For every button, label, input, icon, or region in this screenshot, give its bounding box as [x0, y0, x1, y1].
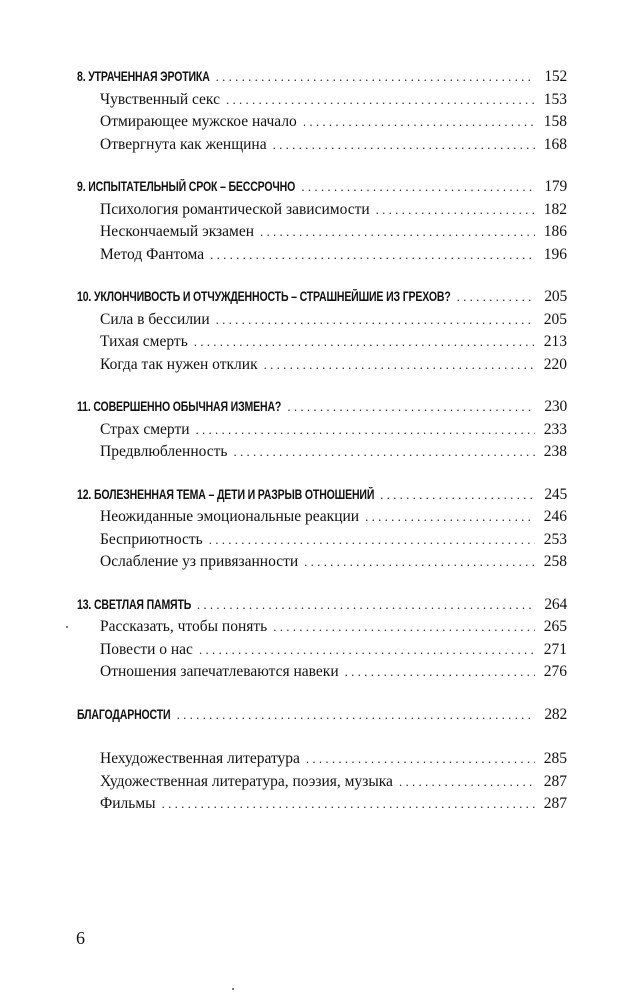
page-reference: 287 [543, 772, 567, 790]
dot-leader [303, 111, 535, 134]
page-reference: 282 [544, 705, 567, 723]
section-title: Нехудожественная литература [100, 750, 300, 767]
section-title: Страх смерти [100, 420, 190, 438]
toc-section [77, 529, 567, 552]
dot-leader [399, 771, 535, 794]
toc-bibliography-item [77, 748, 567, 771]
section-title: Бесприютность [100, 530, 203, 548]
section-title: Метод Фантома [100, 245, 205, 263]
section-title: Ослабление уз привязанности [100, 553, 299, 570]
toc-bibliography-item [77, 771, 567, 794]
page-reference: 245 [544, 485, 567, 503]
page-reference: 265 [543, 618, 567, 635]
chapter-group [77, 484, 567, 574]
dot-leader [199, 639, 535, 662]
section-title: Предвлюбленность [100, 443, 228, 460]
toc-section [77, 551, 567, 574]
section-title: Психология романтической зависимости [100, 200, 370, 218]
acknowledgements-group [77, 704, 567, 727]
section-title: Отвергнута как женщина [100, 135, 267, 153]
toc-section [77, 506, 567, 529]
page-reference: 168 [543, 135, 567, 153]
dot-leader [216, 66, 535, 89]
page-reference: 238 [543, 443, 567, 460]
toc-chapter [77, 396, 567, 419]
page-reference: 287 [543, 795, 567, 812]
dot-leader [197, 594, 535, 617]
toc-section [77, 661, 567, 684]
page-reference: 205 [543, 310, 567, 328]
section-title: Сила в бессилии [100, 310, 210, 328]
toc-chapter [77, 286, 567, 309]
chapter-group [77, 66, 567, 156]
toc-section [77, 354, 567, 377]
toc-chapter [77, 594, 567, 617]
dot-leader [376, 199, 535, 222]
chapter-title: 10. УКЛОНЧИВОСТЬ И ОТЧУЖДЕННОСТЬ – СТРАШНЕЙШИЕ ИЗ ГРЕХОВ? [77, 289, 451, 304]
page-number: 6 [76, 928, 85, 948]
section-title: Отмирающее мужское начало [100, 113, 297, 130]
dot-leader [273, 134, 535, 157]
section-title: Когда так нужен отклик [100, 355, 258, 373]
dot-leader [226, 89, 535, 112]
page-reference: 152 [544, 68, 567, 85]
toc-chapter [77, 66, 567, 89]
toc-section [77, 309, 567, 332]
chapter-group [77, 594, 567, 684]
section-title: Чувственный секс [100, 90, 220, 108]
toc-section [77, 419, 567, 442]
page-reference: 205 [544, 288, 567, 305]
chapter-title: 12. БОЛЕЗНЕННАЯ ТЕМА – ДЕТИ И РАЗРЫВ ОТНОШЕНИЙ [77, 486, 375, 502]
page-reference: 271 [543, 640, 567, 658]
dot-leader [216, 309, 535, 332]
bibliography-group [77, 748, 567, 816]
toc-section [77, 244, 567, 267]
dot-leader [457, 286, 535, 309]
toc-bibliography-item [77, 793, 567, 816]
page-reference: 186 [543, 223, 567, 240]
section-title: Тихая смерть [100, 333, 188, 350]
dot-leader [234, 441, 536, 464]
chapter-group [77, 396, 567, 464]
chapter-title: 13. СВЕТЛАЯ ПАМЯТЬ [77, 596, 192, 612]
dot-leader [264, 354, 535, 377]
page-reference: 258 [543, 553, 567, 570]
toc-section [77, 221, 567, 244]
section-title: Нескончаемый экзамен [100, 223, 255, 240]
dot-leader [380, 484, 535, 507]
toc-acknowledgements [77, 704, 567, 727]
page-reference: 182 [543, 200, 567, 218]
toc-section [77, 616, 567, 639]
toc-section [77, 111, 567, 134]
toc-chapter [77, 176, 567, 199]
chapter-title: БЛАГОДАРНОСТИ [77, 706, 171, 722]
page-reference: 253 [543, 530, 567, 548]
dot-leader [177, 704, 535, 727]
toc-section [77, 639, 567, 662]
page-reference: 285 [543, 750, 567, 767]
chapter-group [77, 286, 567, 376]
page-reference: 179 [544, 178, 567, 195]
section-title: Художественная литература, поэзия, музыка [100, 772, 393, 790]
toc-chapter [77, 484, 567, 507]
page-reference: 264 [544, 595, 567, 613]
page-reference: 153 [543, 90, 567, 108]
page-reference: 230 [544, 398, 567, 415]
dot-leader [162, 793, 535, 816]
dot-leader [287, 396, 535, 419]
section-title: Рассказать, чтобы понять [100, 618, 268, 635]
section-title: Отношения запечатлеваются навеки [100, 663, 339, 680]
chapter-title: 8. УТРАЧЕННАЯ ЭРОТИКА [77, 69, 210, 84]
dot-leader [365, 506, 535, 529]
page-reference: 213 [543, 333, 567, 350]
dot-leader [194, 331, 535, 354]
dot-leader [210, 244, 535, 267]
toc-section [77, 441, 567, 464]
section-title: Неожиданные эмоциональные реакции [100, 508, 360, 525]
page-reference: 276 [543, 663, 567, 680]
section-title: Фильмы [100, 795, 156, 812]
print-speck [66, 626, 68, 628]
chapter-title: 11. СОВЕРШЕННО ОБЫЧНАЯ ИЗМЕНА? [77, 399, 282, 414]
print-speck [232, 988, 234, 990]
toc-section [77, 89, 567, 112]
page-reference: 233 [543, 420, 567, 438]
dot-leader [304, 551, 535, 574]
page-reference: 246 [543, 508, 567, 525]
toc-section [77, 199, 567, 222]
page-reference: 158 [543, 113, 567, 130]
chapter-group [77, 176, 567, 266]
dot-leader [345, 661, 535, 684]
chapter-title: 9. ИСПЫТАТЕЛЬНЫЙ СРОК – БЕССРОЧНО [77, 179, 296, 194]
dot-leader [260, 221, 535, 244]
toc-section [77, 134, 567, 157]
toc-section [77, 331, 567, 354]
table-of-contents [77, 66, 567, 836]
page-reference: 220 [543, 355, 567, 373]
dot-leader [273, 616, 535, 639]
dot-leader [306, 748, 535, 771]
page-reference: 196 [543, 245, 567, 263]
dot-leader [301, 176, 535, 199]
dot-leader [209, 529, 535, 552]
section-title: Повести о нас [100, 640, 193, 658]
dot-leader [196, 419, 535, 442]
